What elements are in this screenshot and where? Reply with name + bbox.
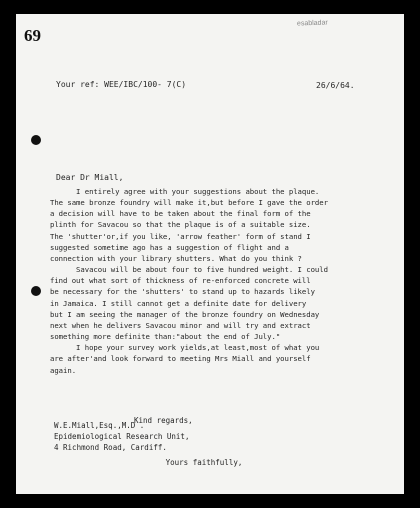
- body-line: are after'and look forward to meeting Mrs Miall and yourself: [50, 354, 311, 364]
- body-line: connection with your library shutters. What do you think ?: [50, 253, 302, 263]
- letter-date: 26/6/64.: [316, 81, 355, 90]
- salutation: Dear Dr Miall,: [56, 173, 124, 182]
- body-line: again.: [50, 365, 77, 375]
- body-line: a decision will have to be taken about the final form of the: [50, 209, 311, 219]
- body-line: be necessary for the 'shutters' to stand up to hazards likely: [50, 287, 315, 297]
- body-line: I entirely agree with your suggestions about the plaque.: [50, 187, 320, 196]
- letter-body: [50, 186, 328, 376]
- closing-signoff: Yours faithfully,: [134, 458, 243, 467]
- body-line: I hope your survey work yields,at least,most of what you: [50, 343, 320, 353]
- body-line: suggested sometime ago has a suggestion of flight and a: [50, 242, 289, 252]
- body-line: find out what sort of thickness of re-enforced concrete will: [50, 276, 311, 286]
- recipient-address: [54, 420, 189, 453]
- reference-line: Your ref: WEE/IBC/100- 7(C): [56, 80, 187, 89]
- address-line: W.E.Miall,Esq.,M.D .: [54, 421, 145, 430]
- body-line: next when he delivers Savacou minor and will try and extract: [50, 320, 311, 330]
- body-line: in Jamaica. I still cannot get a definite date for delivery: [50, 298, 307, 308]
- body-line: something more definite than:"about the end of July.": [50, 332, 281, 342]
- body-line: but I am seeing the manager of the bronze foundry on Wednesday: [50, 309, 320, 319]
- archive-reference: esabladar: [296, 19, 328, 28]
- body-line: The 'shutter'or,if you like, 'arrow feather' form of stand I: [50, 231, 311, 241]
- body-line: The same bronze foundry will make it,but before I gave the order: [50, 198, 328, 208]
- punch-hole-bottom: [31, 286, 41, 296]
- page-number: 69: [24, 26, 41, 45]
- body-line: plinth for Savacou so that the plaque is of a suitable size.: [50, 220, 311, 230]
- closing-regards: Kind regards,: [134, 416, 193, 425]
- address-line: Epidemiological Research Unit,: [54, 432, 190, 441]
- punch-hole-top: [31, 135, 41, 145]
- address-line: 4 Richmond Road, Cardiff.: [54, 443, 167, 452]
- body-line: Savacou will be about four to five hundred weight. I could: [50, 265, 328, 275]
